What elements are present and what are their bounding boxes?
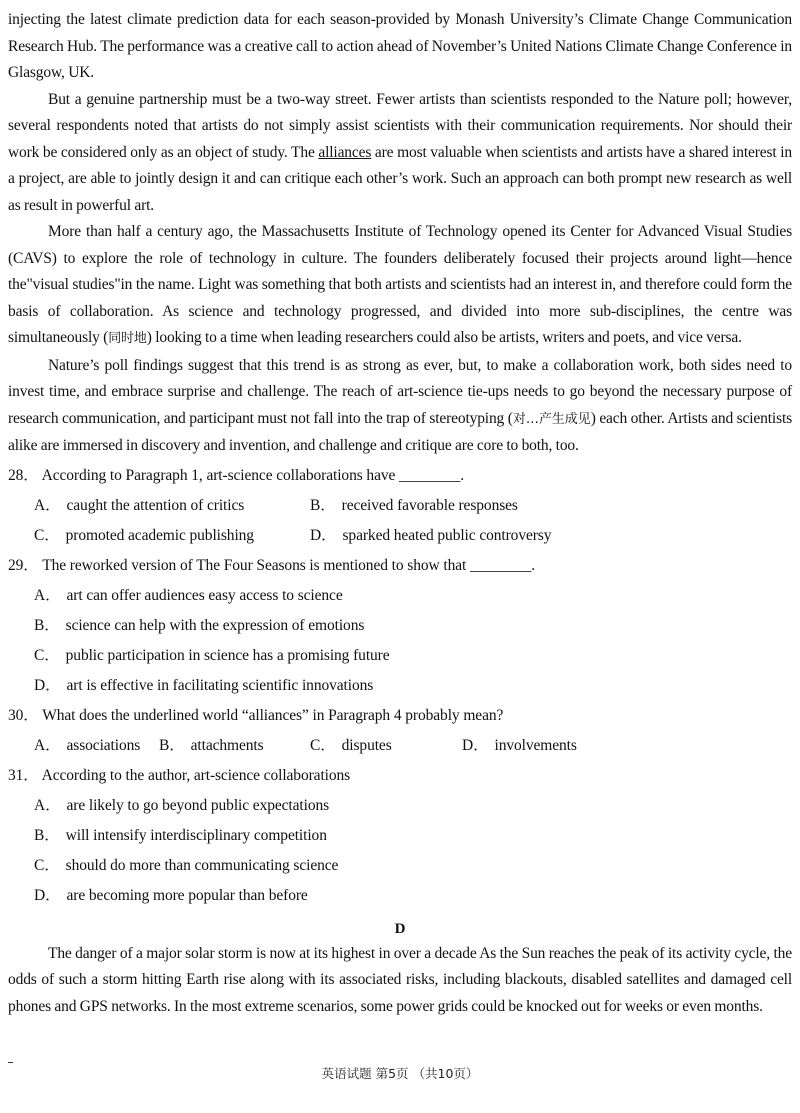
option-b[interactable]	[34, 821, 327, 851]
option-letter: A．	[34, 736, 61, 754]
option-b[interactable]	[159, 731, 264, 761]
option-d[interactable]	[310, 521, 551, 551]
paragraph-text: injecting the latest climate prediction data for each season-provided by Monash University’s Climate Change Communication Research Hub. The performance was a creative call to action ahead of November’s United Nations Climate Change Conference in Glasgow, UK.	[8, 11, 792, 81]
option-text: attachments	[190, 736, 264, 754]
question-number: 30．	[8, 706, 39, 724]
paragraph-d1	[8, 941, 792, 1021]
page-footer: 英语试题 第5页 （共10页）	[321, 1066, 479, 1081]
option-a[interactable]	[34, 791, 329, 821]
option-row	[8, 851, 792, 881]
option-letter: C．	[310, 736, 336, 754]
paragraph-text: The danger of a major solar storm is now at its highest in over a decade As the Sun reaches the peak of its activity cycle, the odds of such a storm hitting Earth rise along with its associated risks, including blackouts, disabled satellites and damaged cell phones and GPS networks. In the most extreme scenarios, some power grids could be knocked out for weeks or even months.	[8, 944, 792, 1015]
underlined-word-alliances: alliances	[318, 143, 372, 161]
option-text: will intensify interdisciplinary competition	[65, 826, 327, 844]
option-letter: C．	[34, 856, 60, 874]
paragraph-text: Nature’s poll findings suggest that this trend is as strong as ever, but, to make a collaboration work, both sides need to invest time, and embrace surprise and challenge. The reach of art-science tie-ups needs to go beyond the necessary purpose of research communication, and participant must not fall into the trap of stereotyping (	[8, 356, 792, 427]
option-b[interactable]	[310, 491, 518, 521]
question-31	[8, 761, 792, 911]
question-number: 31．	[8, 766, 39, 784]
option-text: science can help with the expression of emotions	[65, 616, 365, 634]
question-28	[8, 461, 792, 551]
option-a[interactable]	[34, 731, 140, 761]
option-letter: A．	[34, 796, 61, 814]
option-c[interactable]	[34, 521, 254, 551]
paragraph-1	[8, 7, 792, 87]
option-b[interactable]	[34, 611, 364, 641]
paragraph-4	[8, 353, 792, 460]
option-row	[8, 611, 792, 641]
option-row	[8, 791, 792, 821]
question-stem	[8, 761, 792, 791]
question-text: According to the author, art-science collaborations	[41, 766, 351, 784]
option-a[interactable]	[34, 581, 343, 611]
option-letter: D．	[34, 676, 61, 694]
passage-c	[8, 7, 792, 460]
paragraph-text: ) looking to a time when leading researchers could also be artists, writers and poets, and vice versa.	[146, 329, 742, 346]
paragraph-3	[8, 219, 792, 353]
option-letter: A．	[34, 586, 61, 604]
option-row	[8, 641, 792, 671]
option-text: promoted academic publishing	[65, 526, 254, 544]
paragraph-text: More than half a century ago, the Massachusetts Institute of Technology opened its Center for Advanced Visual Studies (CAVS) to explore the role of technology in culture. The founders deliberately focused their projects around light—hence the"visual studies"in the name. Light was something that both artists and scientists had an interest in, and therefore could form the basis of collaboration. As science and technology progressed, and divided into more sub-disciplines, the centre was simultaneously (	[8, 223, 792, 346]
option-c[interactable]	[34, 851, 338, 881]
option-row	[8, 671, 792, 701]
option-text: received favorable responses	[341, 496, 518, 514]
paragraph-text: are most valuable when scientists and artists have a shared interest in a project, are able to jointly design it and can critique each other’s work. Such an approach can both prompt new research as well as result in powerful art.	[8, 143, 792, 214]
question-number: 28．	[8, 466, 39, 484]
option-letter: B．	[159, 736, 185, 754]
exam-page	[8, 0, 792, 1020]
question-number: 29．	[8, 556, 39, 574]
question-29	[8, 551, 792, 701]
option-letter: B．	[310, 496, 336, 514]
paragraph-text: But a genuine partnership must be a two-way street. Fewer artists than scientists responded to the Nature poll; however, several respondents noted that artists do not simply assist scientists with their communication requirements. Nor should their work be considered only as an object of study. The	[8, 90, 792, 161]
chinese-gloss: 对…产生成见	[512, 411, 591, 427]
option-row	[8, 821, 792, 851]
option-text: are becoming more popular than before	[66, 886, 308, 904]
option-text: involvements	[494, 736, 577, 754]
option-text: caught the attention of critics	[66, 496, 245, 514]
option-row	[8, 521, 792, 551]
question-text: What does the underlined world “alliances” in Paragraph 4 probably mean?	[42, 706, 504, 724]
option-d[interactable]	[462, 731, 577, 761]
paragraph-text: ) each other. Artists and scientists alike are immersed in discovery and invention, and challenge and critique are core to both, too.	[8, 409, 792, 454]
option-letter: D．	[462, 736, 489, 754]
option-letter: C．	[34, 526, 60, 544]
option-text: art is effective in facilitating scientific innovations	[66, 676, 374, 694]
option-text: sparked heated public controversy	[342, 526, 552, 544]
option-text: public participation in science has a promising future	[65, 646, 390, 664]
section-title: D	[394, 920, 406, 937]
passage-d	[8, 917, 792, 1021]
option-text: should do more than communicating science	[65, 856, 339, 874]
question-stem	[8, 551, 792, 581]
option-d[interactable]	[34, 671, 373, 701]
question-30	[8, 701, 792, 761]
option-letter: D．	[34, 886, 61, 904]
option-letter: B．	[34, 616, 60, 634]
question-stem	[8, 701, 792, 731]
option-letter: C．	[34, 646, 60, 664]
option-letter: D．	[310, 526, 337, 544]
question-stem	[8, 461, 792, 491]
option-c[interactable]	[310, 731, 392, 761]
option-text: art can offer audiences easy access to science	[66, 586, 343, 604]
option-row	[8, 491, 792, 521]
option-letter: A．	[34, 496, 61, 514]
question-text: According to Paragraph 1, art-science collaborations have ________.	[41, 466, 465, 484]
margin-mark	[8, 1062, 13, 1063]
option-row	[8, 581, 792, 611]
paragraph-2	[8, 87, 792, 220]
option-text: are likely to go beyond public expectations	[66, 796, 330, 814]
chinese-gloss: 同时地	[108, 331, 147, 346]
option-c[interactable]	[34, 641, 390, 671]
option-row	[8, 731, 792, 761]
option-text: associations	[66, 736, 141, 754]
option-letter: B．	[34, 826, 60, 844]
question-text: The reworked version of The Four Seasons is mentioned to show that ________.	[42, 556, 535, 574]
option-text: disputes	[341, 736, 392, 754]
option-a[interactable]	[34, 491, 244, 521]
option-row	[8, 881, 792, 911]
option-d[interactable]	[34, 881, 308, 911]
